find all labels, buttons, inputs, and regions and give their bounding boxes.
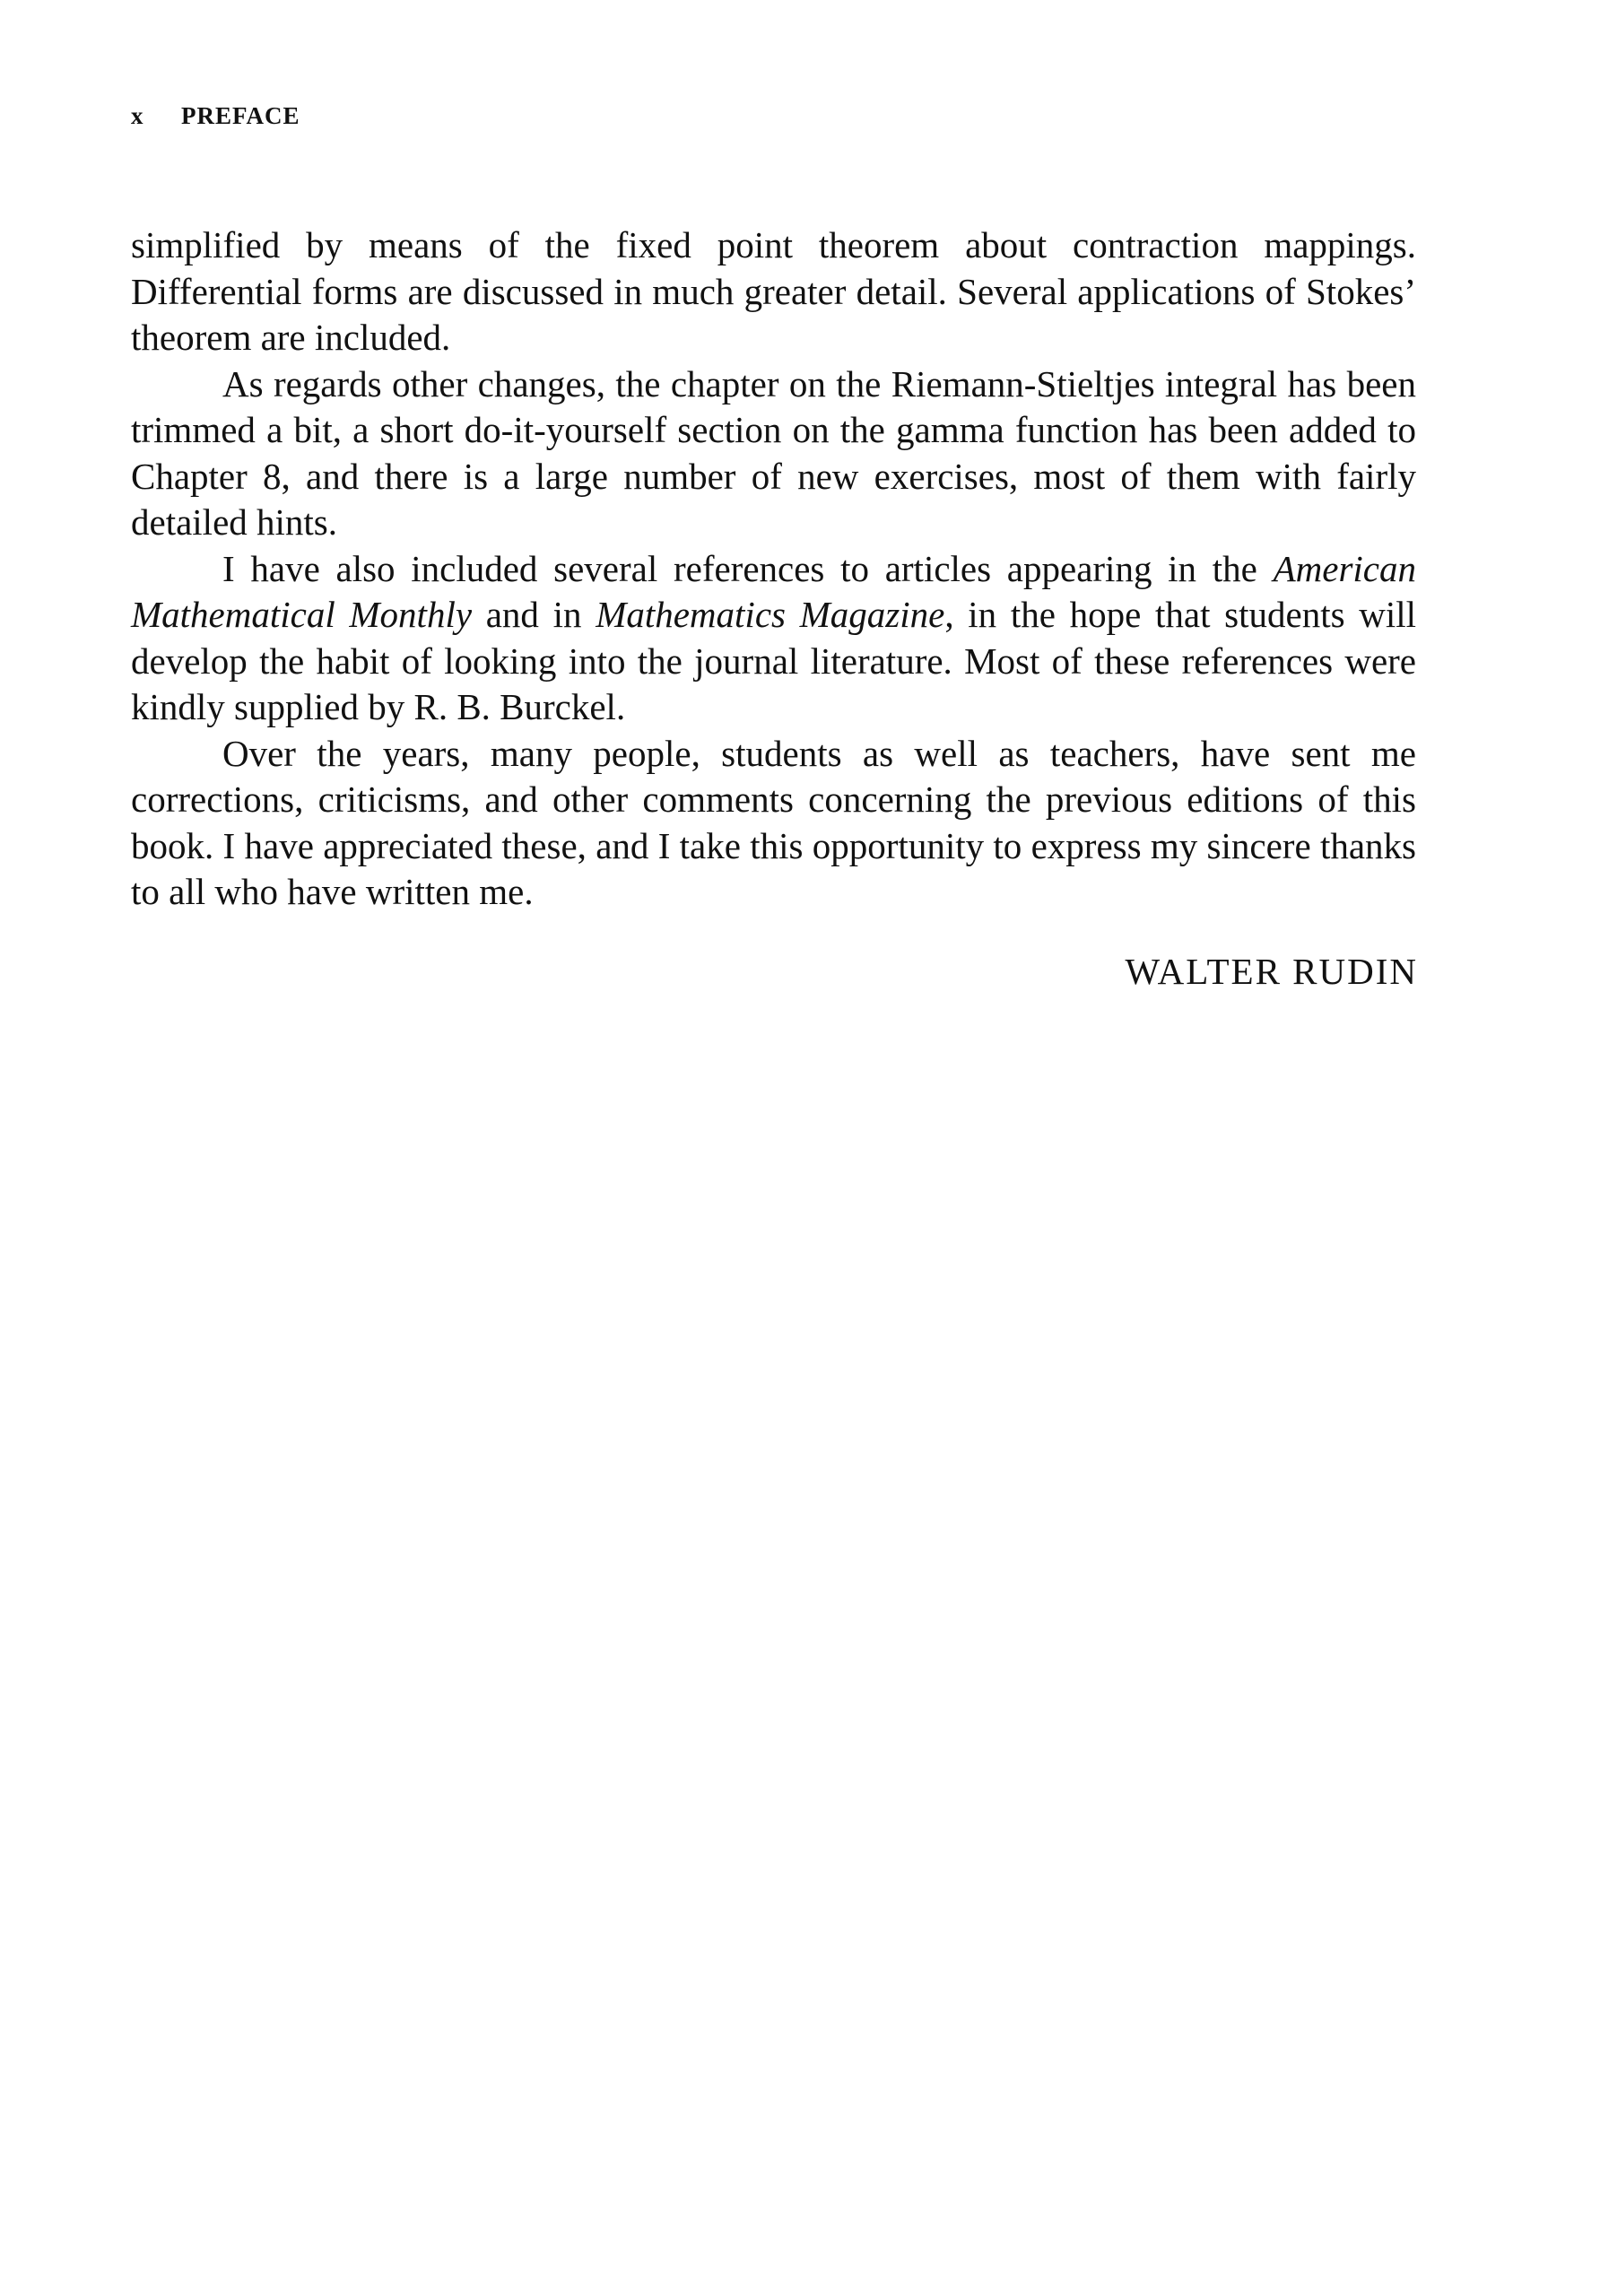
preface-body (131, 222, 1416, 916)
paragraph-1: simplified by means of the fixed point theorem about contraction mappings. Differential forms are discussed in much greater detail. Several applications of Stokes’ theorem are included. (131, 224, 1416, 358)
running-head-title: PREFACE (181, 102, 300, 129)
paragraph-2: As regards other changes, the chapter on the Riemann-Stieltjes integral has been trimmed a bit, a short do-it-yourself section on the gamma function has been added to Chapter 8, and there is a large number of new exercises, most of them with fairly detailed hints. (131, 362, 1416, 543)
paragraph-3 (131, 546, 1416, 731)
author-signature: WALTER RUDIN (1125, 951, 1418, 992)
paragraph-4: Over the years, many people, students as well as teachers, have sent me corrections, criticisms, and other comments concerning the previous editions of this book. I have appreciated these, and I take this opportunity to express my sincere thanks to all who have written me. (131, 732, 1416, 912)
paragraph-3-part-3: , in the hope that students will develop the habit of looking into the journal literature. Most of these references were kindly supplied by R. B. Burckel. (131, 594, 1417, 727)
journal-title-monthly: American Mathematical Monthly (131, 547, 1416, 635)
paragraph-3-part-2: and in (472, 594, 596, 635)
journal-title-magazine: Mathematics Magazine (596, 594, 945, 635)
page-number: x (131, 102, 144, 129)
running-head (131, 102, 300, 129)
paragraph-3-part-1: I have also included several references to articles appearing in the (222, 547, 1274, 589)
